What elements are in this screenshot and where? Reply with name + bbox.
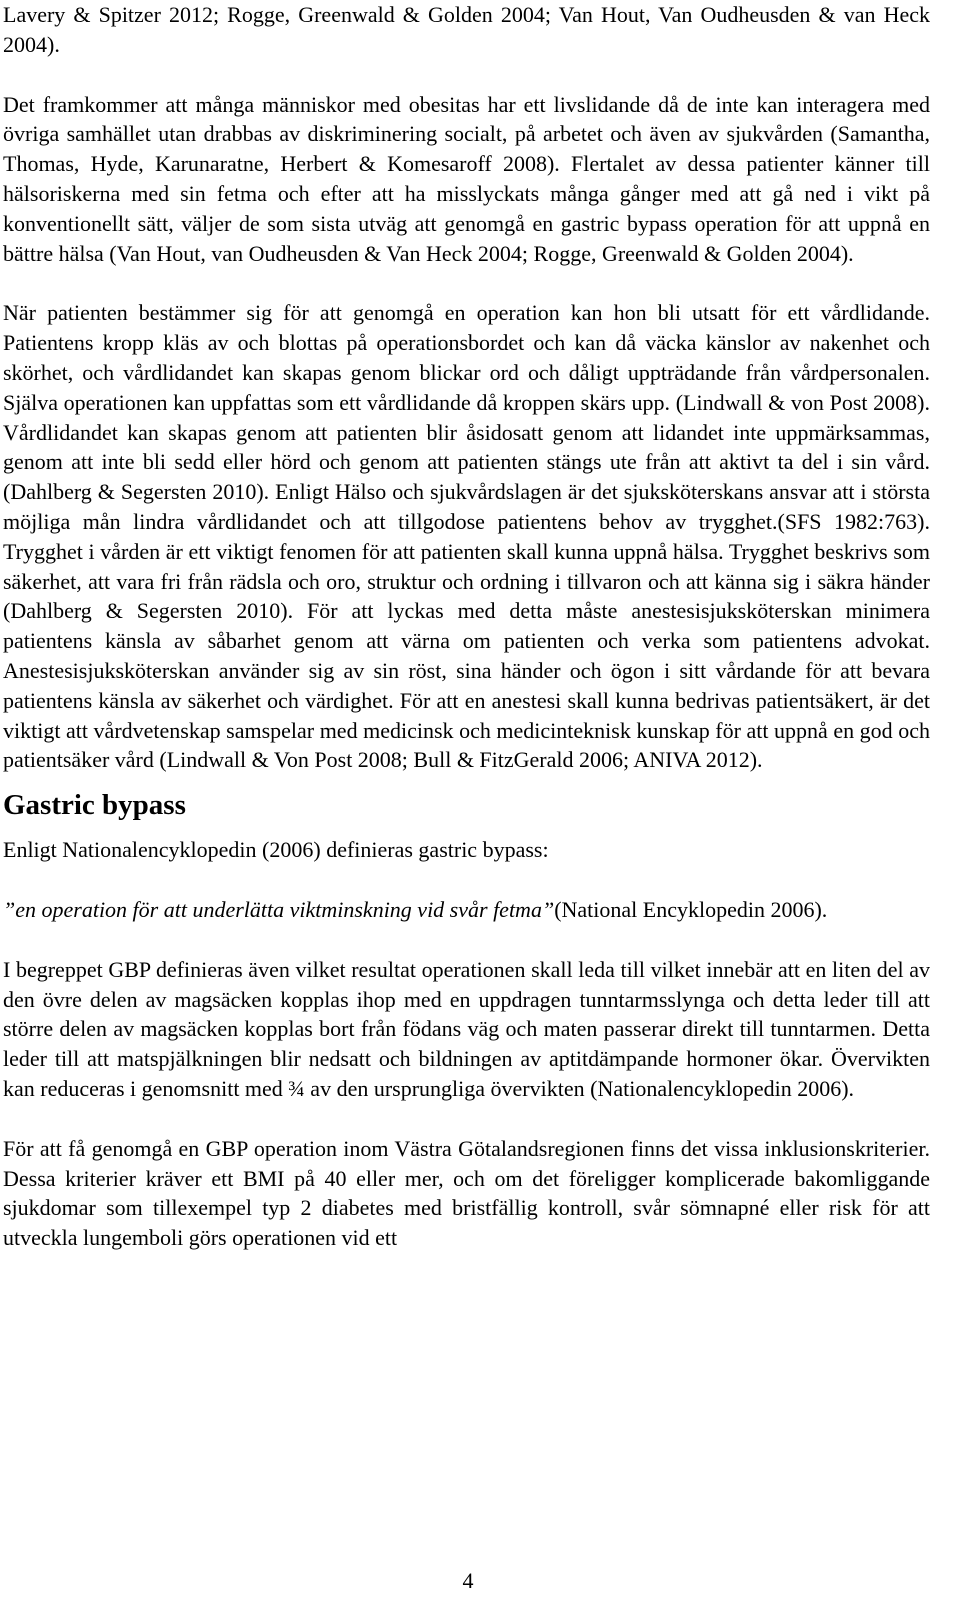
page-number: 4 [462, 1568, 474, 1593]
paragraph-2: Det framkommer att många människor med obesitas har ett livslidande då de inte kan interagera med övriga samhället utan drabbas av diskriminering socialt, på arbetet och även av sjukvården (Samantha, Thomas, Hyde, Karunaratne, Herbert & Komesaroff 2008). Flertalet av dessa patienter känner till hälsoriskerna med sin fetma och efter att ha misslyckats många gånger med att gå ned i vikt på konventionellt sätt, väljer de som sista utväg att genomgå en gastric bypass operation för att uppnå en bättre hälsa (Van Hout, van Oudheusden & Van Heck 2004; Rogge, Greenwald & Golden 2004). [3, 91, 930, 266]
quote-text: ”en operation för att underlätta viktminskning vid svår fetma” [3, 896, 555, 922]
document-page [3, 0, 930, 1253]
spacer [3, 775, 930, 785]
spacer [3, 268, 930, 298]
spacer [3, 1104, 930, 1134]
paragraph-1: Lavery & Spitzer 2012; Rogge, Greenwald & Golden 2004; Van Hout, Van Oudheusden & van Heck 2004). [3, 2, 930, 57]
section-heading: Gastric bypass [3, 789, 186, 822]
spacer [3, 865, 930, 895]
paragraph-5: I begreppet GBP definieras även vilket resultat operationen skall leda till vilket innebär att en liten del av den övre delen av magsäcken kopplas ihop med en uppdragen tunntarmsslynga och detta leder till att större delen av magsäcken kopplas bort från födans väg och maten passerar direkt till tunntarmen. Detta leder till att matspjälkningen blir nedsatt och bildningen av aptitdämpande hormoner ökar. Övervikten kan reduceras i genomsnitt med ¾ av den ursprungliga övervikten (Nationalencyklopedin 2006). [3, 956, 930, 1101]
paragraph-6: För att få genomgå en GBP operation inom Västra Götalandsregionen finns det vissa inklusionskriterier. Dessa kriterier kräver ett BMI på 40 eller mer, och om det föreligger komplicerade bakomliggande sjukdomar som tillexempel typ 2 diabetes med bristfällig kontroll, svår sömnapné eller risk för att utveckla lungemboli görs operationen vid ett [3, 1135, 930, 1251]
spacer [3, 60, 930, 90]
spacer [3, 825, 930, 835]
paragraph-4: Enligt Nationalencyklopedin (2006) definieras gastric bypass: [3, 837, 549, 863]
paragraph-3: När patienten bestämmer sig för att genomgå en operation kan hon bli utsatt för ett vårdlidande. Patientens kropp kläs av och blottas på operationsbordet och kan då väcka känslor av nakenhet och skörhet, och vårdlidandet kan skapas genom blickar ord och dåligt uppträdande från vårdpersonalen. Själva operationen kan uppfattas som ett vårdlidande då kroppen skärs upp. (Lindwall & von Post 2008). Vårdlidandet kan skapas genom att patienten blir åsidosatt genom att lidandet inte uppmärksammas, genom att inte bli sedd eller hörd och genom att patienten stängs ute från att aktivt ta del i sin vård. (Dahlberg & Segersten 2010). Enligt Hälso och sjukvårdslagen är det sjuksköterskans ansvar att i största möjliga mån lindra vårdlidandet och att tillgodose patientens behov av trygghet.(SFS 1982:763). Trygghet i vården är ett viktigt fenomen för att patienten skall kunna uppnå hälsa. Trygghet beskrivs som säkerhet, att vara fri från rädsla och oro, struktur och ordning i tillvaron och att känna sig i säkra händer (Dahlberg & Segersten 2010). För att lyckas med detta måste anestesisjuksköterskan minimera patientens känsla av såbarhet genom att värna om patienten och verka som patientens advokat. Anestesisjuksköterskan använder sig av sin röst, sina händer och ögon i sitt vårdande för att bevara patientens känsla av säkerhet och värdighet. För att en anestesi skall kunna bedrivas patientsäkert, är det viktigt att vårdvetenskap samspelar med medicinsk och medicinteknisk kunskap för att uppnå en god och patientsäker vård (Lindwall & Von Post 2008; Bull & FitzGerald 2006; ANIVA 2012). [3, 300, 930, 773]
quote-source: (National Encyklopedin 2006). [554, 896, 828, 922]
spacer [3, 925, 930, 955]
quote-paragraph [3, 895, 930, 925]
